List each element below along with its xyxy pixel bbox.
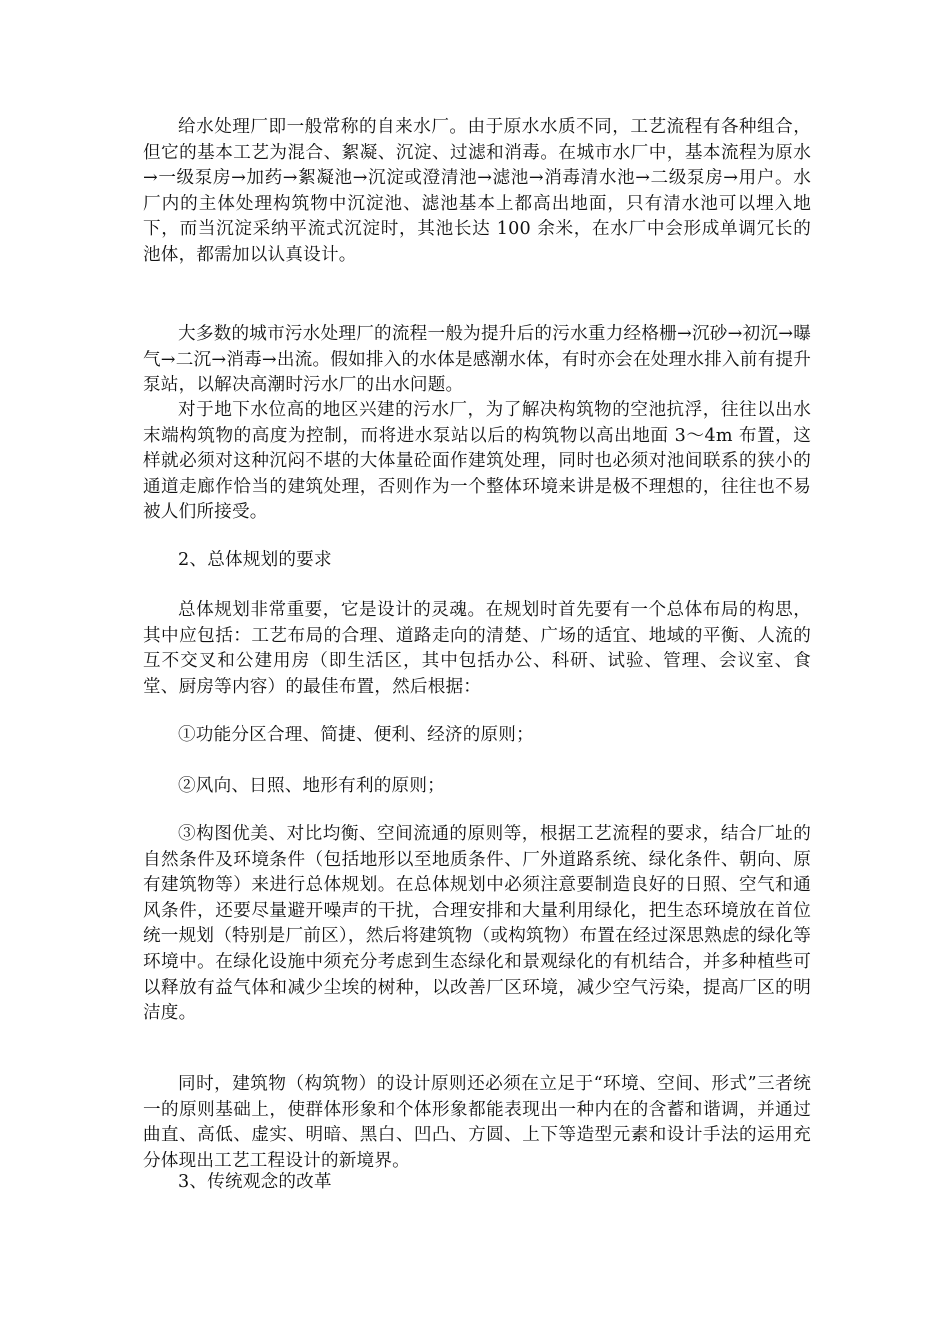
section-heading-traditional-concepts: 3、传统观念的改革	[178, 1172, 332, 1192]
section-heading-overall-planning: 2、总体规划的要求	[178, 550, 332, 570]
paragraph-design-principles: 同时，建筑物（构筑物）的设计原则还必须在立足于“环境、空间、形式”三者统一的原则基础上，使群体形象和个体形象都能表现出一种内在的含蓄和谐调，并通过曲直、高低、虚实、明暗、黑白、凹凸、方圆、上下等造型元素和设计手法的运用充分体现出工艺工程设计的新境界。	[143, 1074, 811, 1171]
list-item-principle-2: ②风向、日照、地形有利的原则；	[178, 776, 445, 796]
list-item-principle-1: ①功能分区合理、简捷、便利、经济的原则；	[178, 725, 534, 745]
paragraph-sewage-plant-process: 大多数的城市污水处理厂的流程一般为提升后的污水重力经格栅→沉砂→初沉→曝气→二沉→消毒→出流。假如排入的水体是感潮水体，有时亦会在处理水排入前有提升泵站，以解决高潮时污水厂的出水问题。	[143, 324, 811, 396]
paragraph-overall-planning: 总体规划非常重要，它是设计的灵魂。在规划时首先要有一个总体布局的构思，其中应包括：工艺布局的合理、道路走向的清楚、广场的适宜、地域的平衡、人流的互不交叉和公建用房（即生活区，其中包括办公、科研、试验、管理、会议室、食堂、厨房等内容）的最佳布置，然后根据：	[143, 600, 811, 697]
paragraph-high-groundwater: 对于地下水位高的地区兴建的污水厂，为了解决构筑物的空池抗浮，往往以出水末端构筑物的高度为控制，而将进水泵站以后的构筑物以高出地面 3～4m 布置，这样就必须对这种沉闷不堪的大体量砼面作建筑处理，同时也必须对池间联系的狭小的通道走廊作恰当的建筑处理，否则作为一个整体环境来讲是极不理想的，往往也不易被人们所接受。	[143, 400, 811, 523]
list-item-principle-3: ③构图优美、对比均衡、空间流通的原则等，根据工艺流程的要求，结合厂址的自然条件及环境条件（包括地形以至地质条件、厂外道路系统、绿化条件、朝向、原有建筑物等）来进行总体规划。在总体规划中必须注意要制造良好的日照、空气和通风条件，还要尽量避开噪声的干扰，合理安排和大量利用绿化，把生态环境放在首位统一规划（特别是厂前区），然后将建筑物（或构筑物）布置在经过深思熟虑的绿化等环境中。在绿化设施中须充分考虑到生态绿化和景观绿化的有机结合，并多种植些可以释放有益气体和减少尘埃的树种，以改善厂区环境，减少空气污染，提高厂区的明洁度。	[143, 824, 811, 1024]
paragraph-water-supply-plant: 给水处理厂即一般常称的自来水厂。由于原水水质不同，工艺流程有各种组合，但它的基本工艺为混合、絮凝、沉淀、过滤和消毒。在城市水厂中，基本流程为原水→一级泵房→加药→絮凝池→沉淀或澄清池→滤池→消毒清水池→二级泵房→用户。水厂内的主体处理构筑物中沉淀池、滤池基本上都高出地面，只有清水池可以埋入地下，而当沉淀采纳平流式沉淀时，其池长达 100 余米，在水厂中会形成单调冗长的池体，都需加以认真设计。	[143, 117, 811, 265]
